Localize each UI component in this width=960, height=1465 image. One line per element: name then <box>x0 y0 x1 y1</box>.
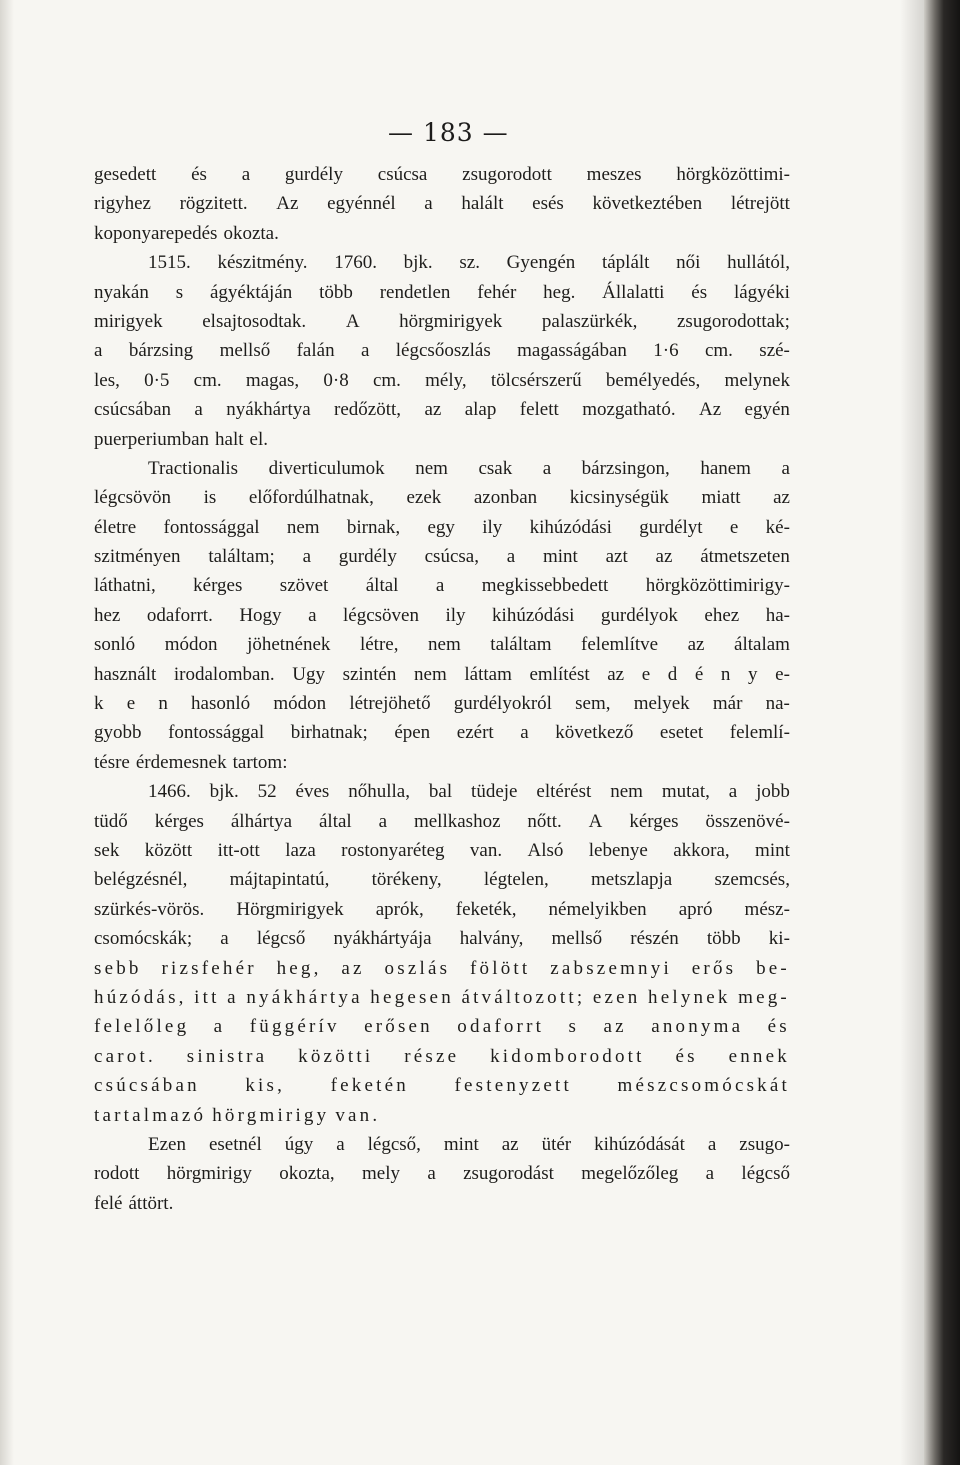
text-line: mirigyek elsajtosodtak. A hörgmirigyek palaszürkék, zsugorodottak; <box>94 310 790 332</box>
text-line: koponyarepedés okozta. <box>94 222 279 244</box>
text-line: gesedett és a gurdély csúcsa zsugorodott meszes hörgközöttimi- <box>94 164 790 185</box>
text-line: szürkés-vörös. Hörgmirigyek aprók, feketék, némelyikben apró mész- <box>94 898 790 920</box>
text-line: sek között itt-ott laza rostonyaréteg van. Alsó lebenye akkora, mint <box>94 839 790 861</box>
text-line: a bárzsing mellső falán a légcsőoszlás magasságában 1·6 cm. szé- <box>94 340 790 362</box>
text-line: les, 0·5 cm. magas, 0·8 cm. mély, tölcsérszerű bemélyedés, melynek <box>94 369 790 391</box>
text-line: szitményen találtam; a gurdély csúcsa, a mint azt az átmetszeten <box>94 546 790 568</box>
text-line: sonló módon jöhetnének létre, nem találtam felemlítve az általam <box>94 634 790 656</box>
text-line: rigyhez rögzitett. Az egyénnél a halált esés következtében létrejött <box>94 193 790 215</box>
text-line: láthatni, kérges szövet által a megkissebbedett hörgközöttimirigy- <box>94 575 790 597</box>
text-line: tüdő kérges álhártya által a mellkashoz nőtt. A kérges összenövé- <box>94 810 790 832</box>
text-line: légcsövön is előfordúlhatnak, ezek azonban kicsinységük miatt az <box>94 487 790 509</box>
text-line: használt irodalomban. Ugy szintén nem láttam említést az e d é n y e- <box>94 663 790 685</box>
text-line: 1515. készitmény. 1760. bjk. sz. Gyengén táplált női hullától, <box>148 252 790 274</box>
text-line: Tractionalis diverticulumok nem csak a bárzsingon, hanem a <box>148 457 790 479</box>
text-line: carot. sinistra közötti része kidomborodott és ennek <box>94 1045 790 1067</box>
text-line: húzódás, itt a nyákhártya hegesen átváltozott; ezen helynek meg- <box>94 986 790 1008</box>
text-line: puerperiumban halt el. <box>94 428 268 450</box>
text-line: tartalmazó hörgmirigy van. <box>94 1104 381 1126</box>
text-line: belégzésnél, májtapintatú, törékeny, légtelen, metszlapja szemcsés, <box>94 869 790 891</box>
paragraph-p5 <box>94 1130 790 1218</box>
page-number: — 183 — <box>388 118 509 147</box>
text-line: felé áttört. <box>94 1192 174 1214</box>
text-line: gyobb fontossággal birhatnak; épen ezért a következő esetet felemlí- <box>94 722 790 744</box>
text-line: felelőleg a függérív erősen odaforrt s az anonyma és <box>94 1016 790 1038</box>
text-line: életre fontossággal nem birnak, egy ily kihúzódási gurdélyt e ké- <box>94 516 790 538</box>
text-line: csomócskák; a légcső nyákhártyája halvány, mellső részén több ki- <box>94 928 790 950</box>
text-line: csúcsában kis, feketén festenyzett mészcsomócskát <box>94 1075 790 1097</box>
book-binding-edge <box>924 0 960 1465</box>
paragraph-p2 <box>94 248 790 454</box>
text-line: sebb rizsfehér heg, az oszlás fölött zabszemnyi erős be- <box>94 957 790 979</box>
text-line: csúcsában a nyákhártya redőzött, az alap felett mozgatható. Az egyén <box>94 399 790 421</box>
text-line: k e n hasonló módon létrejöhető gurdélyokról sem, melyek már na- <box>94 693 790 715</box>
text-line: rodott hörgmirigy okozta, mely a zsugorodást megelőzőleg a légcső <box>94 1163 790 1185</box>
text-line: hez odaforrt. Hogy a légcsöven ily kihúzódási gurdélyok ehez ha- <box>94 604 790 626</box>
text-line: tésre érdemesnek tartom: <box>94 751 288 773</box>
text-line: 1466. bjk. 52 éves nőhulla, bal tüdeje eltérést nem mutat, a jobb <box>148 781 790 803</box>
paragraph-p4 <box>94 777 790 1130</box>
body-text <box>94 160 790 1218</box>
text-line: nyakán s ágyéktáján több rendetlen fehér heg. Állalatti és lágyéki <box>94 281 790 303</box>
left-gutter-shadow <box>0 0 14 1465</box>
text-line: Ezen esetnél úgy a légcső, mint az ütér kihúzódását a zsugo- <box>148 1133 790 1155</box>
binding-shadow <box>900 0 924 1465</box>
paragraph-p3 <box>94 454 790 777</box>
paragraph-p1 <box>94 160 790 248</box>
